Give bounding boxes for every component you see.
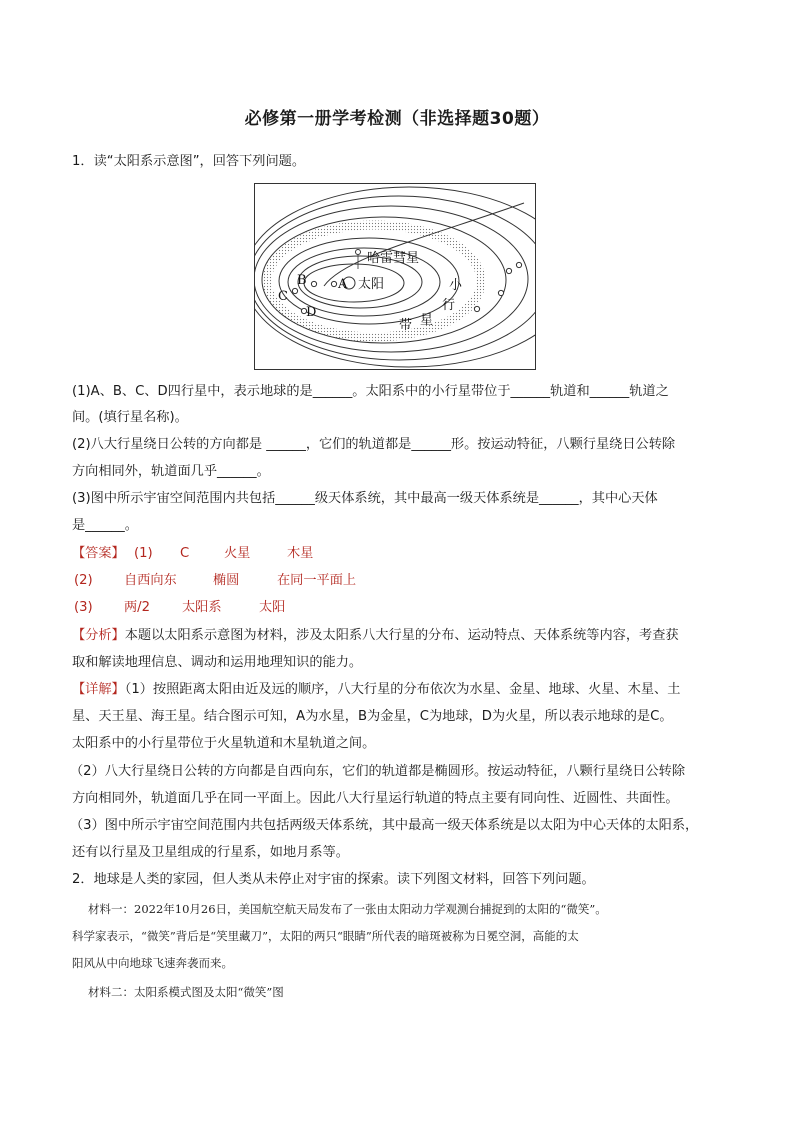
q1-sub3-line1: (3)图中所示宇宙空间范围内共包括______级天体系统，其中最高一级天体系统是______，其中心天体 [72, 491, 658, 506]
label-a: A [338, 277, 348, 292]
q2-stem: 2．地球是人类的家园，但人类从未停止对宇宙的探索。读下列图文材料，回答下列问题。 [72, 872, 595, 887]
answer-tag: 【答案】 [72, 546, 125, 561]
detail-line7: 还有以行星及卫星组成的行星系，如地月系等。 [72, 845, 349, 860]
q1-sub2-line2: 方向相同外，轨道面几乎______。 [72, 464, 270, 479]
q1-sub2-line1: (2)八大行星绕日公转的方向都是 ______，它们的轨道都是______形。按运动特征，八颗行星绕日公转除 [72, 437, 676, 452]
label-d: D [306, 305, 317, 320]
material1-line2: 科学家表示，“微笑”背后是“笑里藏刀”，太阳的两只“眼睛”所代表的暗斑被称为日冕空洞，高能的太 [72, 929, 579, 943]
material1-line1: 材料一：2022年10月26日，美国航空航天局发布了一张由太阳动力学观测台捕捉到的太阳的“微笑”。 [88, 902, 607, 916]
sun-label: 太阳 [358, 277, 385, 292]
answer-cell: (1) [134, 546, 153, 561]
q1-sub1-line1: (1)A、B、C、D四行星中，表示地球的是______。太阳系中的小行星带位于______轨道和______轨道之 [72, 384, 669, 399]
detail-line5: 方向相同外，轨道面几乎在同一平面上。因此八大行星运行轨道的特点主要有同向性、近圆性、共面性。 [72, 791, 679, 806]
detail-line1: 【详解】（1）按照距离太阳由近及远的顺序，八大行星的分布依次为水星、金星、地球、火星、木星、土 [72, 682, 681, 697]
detail-line4: （2）八大行星绕日公转的方向都是自西向东，它们的轨道都是椭圆形。按运动特征，八颗行星绕日公转除 [70, 764, 686, 779]
answer-cell: (2) [74, 573, 93, 588]
page-title: 必修第一册学考检测（非选择题30题） [244, 109, 550, 129]
comet-label: 哈雷彗星 [367, 251, 420, 266]
q1-sub1-line2: 间。(填行星名称)。 [72, 410, 188, 425]
answer-cell: 椭圆 [213, 573, 240, 588]
answer-cell: 火星 [224, 546, 251, 561]
belt-label-4: 带 [399, 318, 413, 333]
label-b: B [297, 273, 307, 288]
detail-line3: 太阳系中的小行星带位于火星轨道和木星轨道之间。 [72, 736, 376, 751]
material1-line3: 阳风从中向地球飞速奔袭而来。 [72, 956, 233, 970]
detail-tag: 【详解】 [72, 682, 125, 697]
belt-label-2: 行 [442, 298, 456, 313]
analysis-tag: 【分析】 [72, 628, 125, 643]
answer-cell: 两/2 [124, 600, 151, 615]
label-c: C [278, 289, 288, 304]
q1-stem: 1．读“太阳系示意图”，回答下列问题。 [72, 154, 306, 169]
material2-caption: 材料二：太阳系模式图及太阳“微笑”图 [88, 985, 284, 999]
answer-cell: (3) [74, 600, 93, 615]
analysis-line1: 【分析】本题以太阳系示意图为材料，涉及太阳系八大行星的分布、运动特点、天体系统等内容，考查获 [72, 628, 679, 643]
solar-system-diagram [254, 183, 536, 370]
detail-line2: 星、天王星、海王星。结合图示可知，A为水星，B为金星，C为地球，D为火星，所以表示地球的是C。 [72, 709, 673, 724]
answer-cell: 在同一平面上 [277, 573, 357, 588]
answer-cell: 自西向东 [124, 573, 177, 588]
answer-cell: 太阳系 [182, 600, 222, 615]
answer-cell: 木星 [287, 546, 314, 561]
belt-label-1: 小 [449, 278, 463, 293]
detail-line6: （3）图中所示宇宙空间范围内共包括两级天体系统，其中最高一级天体系统是以太阳为中心天体的太阳系， [70, 818, 699, 833]
q1-sub3-line2: 是______。 [72, 518, 138, 533]
answer-cell: 太阳 [259, 600, 286, 615]
belt-label-3: 星 [420, 313, 434, 328]
answer-cell: C [180, 546, 190, 561]
analysis-line2: 取和解读地理信息、调动和运用地理知识的能力。 [72, 655, 363, 670]
